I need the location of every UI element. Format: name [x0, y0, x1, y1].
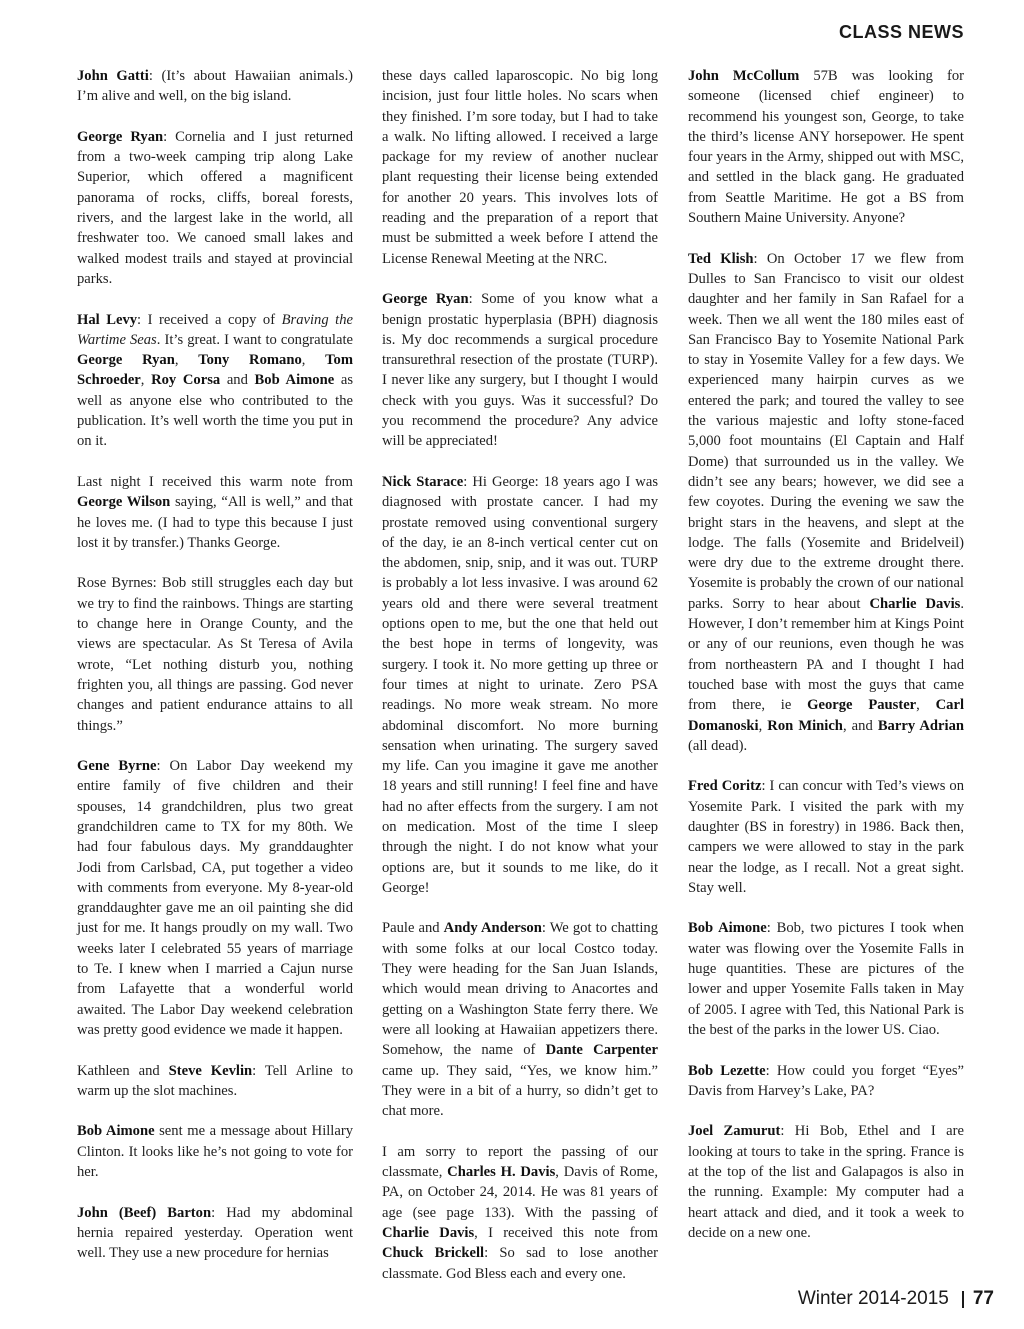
entry-fred-coritz: [688, 776, 964, 898]
member-name: Bob Aimone: [77, 1123, 155, 1140]
entry-bob-aimone-message: [77, 1121, 353, 1182]
entry-text: : Had my abdominal hernia repaired yesterday. Operation went well. They use a new procedure for hernias: [77, 1204, 353, 1262]
entry-text: Paule and: [382, 920, 444, 937]
entry-joel-zamurut: [688, 1121, 964, 1243]
member-name: Tony Romano: [198, 352, 302, 369]
entry-text: , and: [842, 717, 878, 734]
member-name: Roy Corsa: [151, 372, 221, 389]
entry-text: Last night I received this warm note from: [77, 473, 353, 490]
entry-text: : On October 17 we flew from Dulles to San Francisco to visit our oldest daughter and her family in San Rafael for a week. Then we all went the 180 miles east of San Francisco Bay to Yosemite National Park to stay in Yosemite Valley for a few days. We experienced many hairpin curves as we entered the park; and toured the valley to see the various majestic and lofty stone-faced 5,000 foot mountains (El Captain and Half Dome) that surrounded us in the valley. We didn’t see any bears; however, we did see a few coyotes. During the evening we saw the bright stars in the heavens, and slept at the lodge. The falls (Yosemite and Bridelveil) were dry due to the extreme drought there. Yosemite is probably the crown of our national parks. Sorry to hear about: [688, 250, 964, 612]
entry-john-barton-continued: these days called laparoscopic. No big long incision, just four little holes. No scars when they finished. I’m sore today, but I had to take a walk. No lifting allowed. I received a large package for my review of another nuclear plant requesting their license being extended for another 20 years. This involves lots of reading and the preparation of a report that must be submitted a week before I attend the License Renewal Meeting at the NRC.: [382, 68, 658, 267]
entry-text: . However, I don’t remember him at Kings Point or any of our reunions, even though he was from northeastern PA and I thought I had touched base with most the guys that came from there, ie: [688, 595, 964, 714]
entry-ted-klish: Ted Klish: On October 17 we flew from Dulles to San Francisco to visit our oldest daughter and her family in San Rafael for a week. Then we all went the 180 miles east of San Francisco Bay to Yosemite National Park to stay in Yosemite Valley for a few days. We experienced many hairpin curves as we entered the park; and toured the valley to see the various majestic and lofty stone-faced 5,000 foot mountains (El Captain and Half Dome) that surrounded us in the valley. We didn’t see any bears; however, we did see a few coyotes. During the evening we saw the bright stars in the heavens, and slept at the lodge. The falls (Yosemite and Bridelveil) were dry due to the extreme drought there. Yosemite is probably the crown of our national parks. Sorry to hear about Charlie Davis. However, I don’t remember him at Kings Point or any of our reunions, even though he was from northeastern PA and I thought I had touched base with most the guys that came from there, ie George Pauster, Carl Domanoski, Ron Minich, and Barry Adrian (all dead).: [688, 250, 964, 754]
entry-steve-kevlin: [77, 1061, 353, 1102]
entry-hal-levy: Hal Levy: I received a copy of Braving the Wartime Seas. It’s great. I want to congratulate George Ryan, Tony Romano, Tom Schroeder, Roy Corsa and Bob Aimone as well as anyone else who contributed to the publication. It’s well worth the time you put in on it.: [77, 311, 353, 450]
entry-text: : I can concur with Ted’s views on Yosemite Park. I visited the park with my daughter (BS in forestry) in 1986. Back then, campers we were allowed to stay in the park near the lodge, as I recall. Not a great sight. Stay well.: [688, 778, 965, 896]
member-name: Ted Klish: [688, 250, 754, 267]
entry-john-barton: [77, 1203, 353, 1264]
member-name: Dante Carpenter: [545, 1042, 658, 1059]
member-name: George Ryan: [77, 128, 164, 145]
book-title: Braving the Wartime Seas: [77, 311, 353, 348]
entry-text: Kathleen and: [77, 1062, 169, 1079]
member-name: George Ryan: [77, 352, 175, 369]
member-name: Charlie Davis: [382, 1224, 475, 1241]
member-name: Tom Schroeder: [77, 352, 353, 389]
member-name: Hal Levy: [77, 311, 138, 328]
entry-bob-lezette: [688, 1061, 964, 1102]
member-name: Steve Kevlin: [168, 1062, 253, 1079]
member-name: John (Beef) Barton: [77, 1204, 212, 1221]
column-1: [77, 66, 353, 1284]
entry-text: saying, “All is well,” and that he loves me. (I had to type this because I just lost it by transfer.) Thanks George.: [77, 494, 353, 551]
section-title: CLASS NEWS: [838, 22, 964, 42]
member-name: Bob Aimone: [254, 372, 335, 389]
entry-text: : So sad to lose another classmate. God Bless each and every one.: [382, 1245, 658, 1282]
entry-text: : Some of you know what a benign prostatic hyperplasia (BPH) diagnosis is. My doc recommends a surgical procedure transurethral resection of the prostate (TURP). I never like any surgery, but I thought I would check with you guys. Was it successful? Do you recommend the procedure? Any advice will be appreciated!: [382, 291, 659, 450]
entry-andy-anderson: [382, 918, 658, 1121]
entry-text: : Cornelia and I just returned from a two-week camping trip along Lake Superior, which offered a magnificent panorama of rocks, cliffs, boreal forests, rivers, and the largest lake in the world, all freshwater too. We canoed small lakes and walked modest trails and stayed at provincial parks.: [77, 128, 353, 287]
issue-label: Winter 2014-2015: [797, 1288, 949, 1309]
member-name: Fred Coritz: [688, 778, 762, 795]
member-name: Andy Anderson: [443, 920, 542, 937]
member-name: Charles H. Davis: [447, 1164, 556, 1181]
member-name: Bob Aimone: [688, 920, 767, 937]
footer-divider: [962, 1291, 964, 1308]
entry-george-ryan-bph: [382, 289, 658, 451]
member-name: Bob Lezette: [688, 1062, 766, 1079]
entry-text: : I received a copy of: [137, 311, 282, 328]
entry-text: sent me a message about Hillary Clinton. It looks like he’s not going to vote for her.: [77, 1123, 353, 1181]
entry-george-ryan-camping: [77, 127, 353, 289]
entry-text: : (It’s about Hawaiian animals.) I’m alive and well, on the big island.: [77, 68, 353, 105]
entry-text: : We got to chatting with some folks at our local Costco today. They were heading for the San Juan Islands, which would mean driving to Anacortes and getting on a Washington State ferry there. We were all looking at Hawaiian appetizers there. Somehow, the name of: [382, 920, 659, 1059]
entry-text: 57B was looking for someone (licensed chief engineer) to recommend his youngest son, George, to take the third’s license ANY horsepower. He spent four years in the Army, shipped out with MSC, and settled in the black gang. He graduated from Seattle Maritime. He got a BS from Southern Maine University. Anyone?: [688, 68, 964, 227]
entry-george-wilson-note: [77, 472, 353, 553]
entry-text: as well as anyone else who contributed to the publication. It’s well worth the time you put in on it.: [77, 372, 353, 450]
member-name: Chuck Brickell: [382, 1245, 485, 1262]
member-name: Gene Byrne: [77, 758, 157, 775]
entry-text: , I received this note from: [474, 1224, 658, 1241]
entry-text: : Tell Arline to warm up the slot machines.: [77, 1062, 354, 1099]
entry-text: : How could you forget “Eyes” Davis from Harvey’s Lake, PA?: [688, 1062, 964, 1099]
column-2: [382, 66, 658, 1304]
member-name: George Wilson: [77, 494, 171, 511]
entry-text: . It’s great. I want to congratulate: [156, 331, 353, 348]
entry-text: : On Labor Day weekend my entire family of five children and their spouses, 14 grandchildren, plus two great grandchildren came to TX for my 80th. We had four fabulous days. My granddaughter Jodi from Carlsbad, CA, put together a video with comments from everyone. My 8-year-old granddaughter gave me an oil painting she did just for me. It hangs proudly on my wall. Two weeks later I celebrated 55 years of marriage to Te. I knew when I married a Cajun nurse from Lafayette that a wonderful world awaited. The Labor Day weekend celebration was pretty good evidence we made it happen.: [77, 758, 353, 1038]
member-name: Barry Adrian: [877, 717, 964, 734]
member-name: George Pauster: [807, 697, 917, 714]
entry-nick-starace: [382, 472, 658, 898]
member-name: George Ryan: [382, 291, 469, 308]
entry-text: : Bob, two pictures I took when water was flowing over the Yosemite Falls in huge quantities. These are pictures of the lower and upper Yosemite Falls taken in May of 2005. I agree with Ted, this National Park is the best of the parks in the lower US. Ciao.: [688, 920, 964, 1038]
entry-rose-byrnes: Rose Byrnes: Bob still struggles each day but we try to find the rainbows. Things are starting to change here in Orange County, and the views are spectacular. As St Teresa of Avila wrote, “Let nothing disturb you, nothing frighten you, all things are passing. God never changes and patient endurance attains to all things.”: [77, 575, 353, 734]
entry-bob-aimone-yosemite: [688, 918, 964, 1040]
entry-text: , Davis of Rome, PA, on October 24, 2014. He was 81 years of age (see page 133). With the passing of: [382, 1164, 658, 1221]
member-name: John Gatti: [77, 68, 149, 84]
entry-gene-byrne: [77, 756, 353, 1040]
entry-john-mccollum: [688, 66, 964, 228]
member-name: John McCollum: [688, 68, 800, 84]
entry-john-gatti: [77, 66, 353, 107]
entry-text: : Hi Bob, Ethel and I are looking at tours to take in the spring. France is at the top of the list and Galapagos is also in the running. Example: My computer had a heart attack and died, and it took a week to decide on a new one.: [688, 1123, 964, 1241]
member-name: Charlie Davis: [869, 595, 961, 612]
member-name: Nick Starace: [382, 473, 464, 490]
entry-text: I am sorry to report the passing of our classmate,: [382, 1143, 658, 1181]
entry-charles-davis-passing: [382, 1142, 658, 1284]
page-number: 77: [972, 1288, 994, 1309]
member-name: Carl Domanoski: [688, 697, 964, 734]
entry-text: : Hi George: 18 years ago I was diagnosed with prostate cancer. I had my prostate removed using conventional surgery of the day, ie an 8-inch vertical center cut on the abdomen, snip, snip, and it was out. TURP is probably a lot less invasive. I was around 62 years old and there were several treatment options open to me, but the one that held out the best hope in terms of longevity, was surgery. I took it. No more getting up three or four times at night to urinate. Zero PSA readings. No more weak stream. No more abdominal discomfort. No more burning sensation when urinating. The surgery saved my life. Can you imagine it gave me another 18 years and still running! I feel fine and have had no after effects from the surgery. I am not on medication. Most of the time I sleep through the night. I do not know what your options are, but it sounds to me like, do it George!: [382, 473, 659, 896]
member-name: Ron Minich: [767, 717, 843, 734]
member-name: Joel Zamurut: [688, 1123, 781, 1140]
column-3: [688, 66, 964, 1264]
entry-text: (all dead).: [688, 737, 748, 754]
entry-text: came up. They said, “Yes, we know him.” They were in a bit of a hurry, so didn’t get to chat more.: [382, 1062, 658, 1120]
page-footer: [798, 1288, 994, 1310]
